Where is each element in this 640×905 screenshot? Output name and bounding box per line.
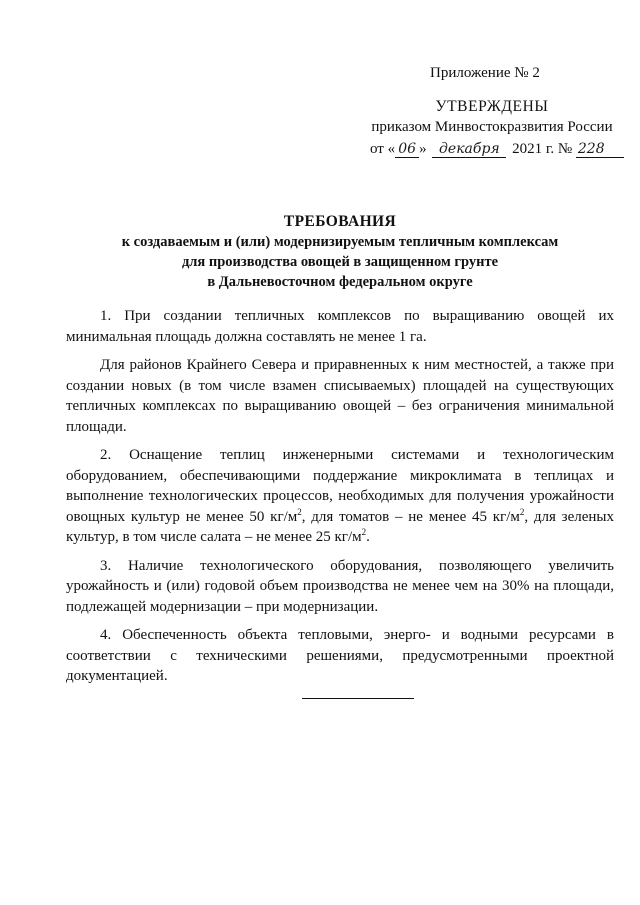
end-divider xyxy=(302,698,414,699)
approved-label: УТВЕРЖДЕНЫ xyxy=(435,98,549,115)
date-prefix: от « xyxy=(370,141,396,157)
handwritten-day: 06 xyxy=(395,142,419,158)
attachment-label: Приложение № 2 xyxy=(430,65,540,81)
date-mid: » xyxy=(419,141,431,157)
handwritten-order-number: 228 xyxy=(576,142,624,158)
paragraph-3 xyxy=(66,445,614,548)
paragraph-3-part-b: , для томатов – не менее 45 кг/м xyxy=(301,508,520,525)
title-line-1: к создаваемым и (или) модернизируемым тепличным комплексам xyxy=(121,234,559,250)
approval-block xyxy=(362,97,622,159)
paragraph-4: 3. Наличие технологического оборудования, позволяющего увеличить урожайность и (или) годовой объем производства не менее чем на 30% на площади, подлежащей модернизации – при модернизации. xyxy=(66,557,614,615)
document-title-block xyxy=(60,212,620,292)
paragraph-2: Для районов Крайнего Севера и приравненных к ним местностей, а также при создании новых (в том числе взамен списываемых) площадей на существующих тепличных комплексах по выращиванию овощей – без ограничения минимальной площади. xyxy=(66,357,614,435)
document-title: ТРЕБОВАНИЯ xyxy=(283,213,397,230)
paragraph-3-part-c: , для зеленых культур, в том числе салата – не менее 25 кг/м xyxy=(66,508,614,545)
date-year: 2021 г. № xyxy=(508,141,576,157)
handwritten-month: декабря xyxy=(432,142,506,158)
order-authority: приказом Минвостокразвития России xyxy=(371,119,613,135)
paragraph-3-part-a: 2. Оснащение теплиц инженерными системами и технологическим оборудованием, обеспечивающими поддержание микроклимата в теплицах и выполнение технологических процессов, необходимых для получения урожайности овощных культур не менее 50 кг/м xyxy=(66,447,614,525)
document-body xyxy=(66,306,614,687)
paragraph-5: 4. Обеспеченность объекта тепловыми, энерго- и водными ресурсами в соответствии с техническими решениями, предусмотренными проектной документацией. xyxy=(66,627,614,684)
order-date-line xyxy=(362,139,622,159)
superscript-2: 2 xyxy=(297,506,302,517)
superscript-2: 2 xyxy=(361,527,367,537)
title-line-2: для производства овощей в защищенном грунте xyxy=(181,254,499,270)
paragraph-3-part-d: . xyxy=(366,529,370,545)
title-line-3: в Дальневосточном федеральном округе xyxy=(207,274,473,290)
superscript-2: 2 xyxy=(519,506,525,517)
paragraph-1: 1. При создании тепличных комплексов по выращиванию овощей их минимальная площадь должна составлять не менее 1 га. xyxy=(66,308,614,345)
